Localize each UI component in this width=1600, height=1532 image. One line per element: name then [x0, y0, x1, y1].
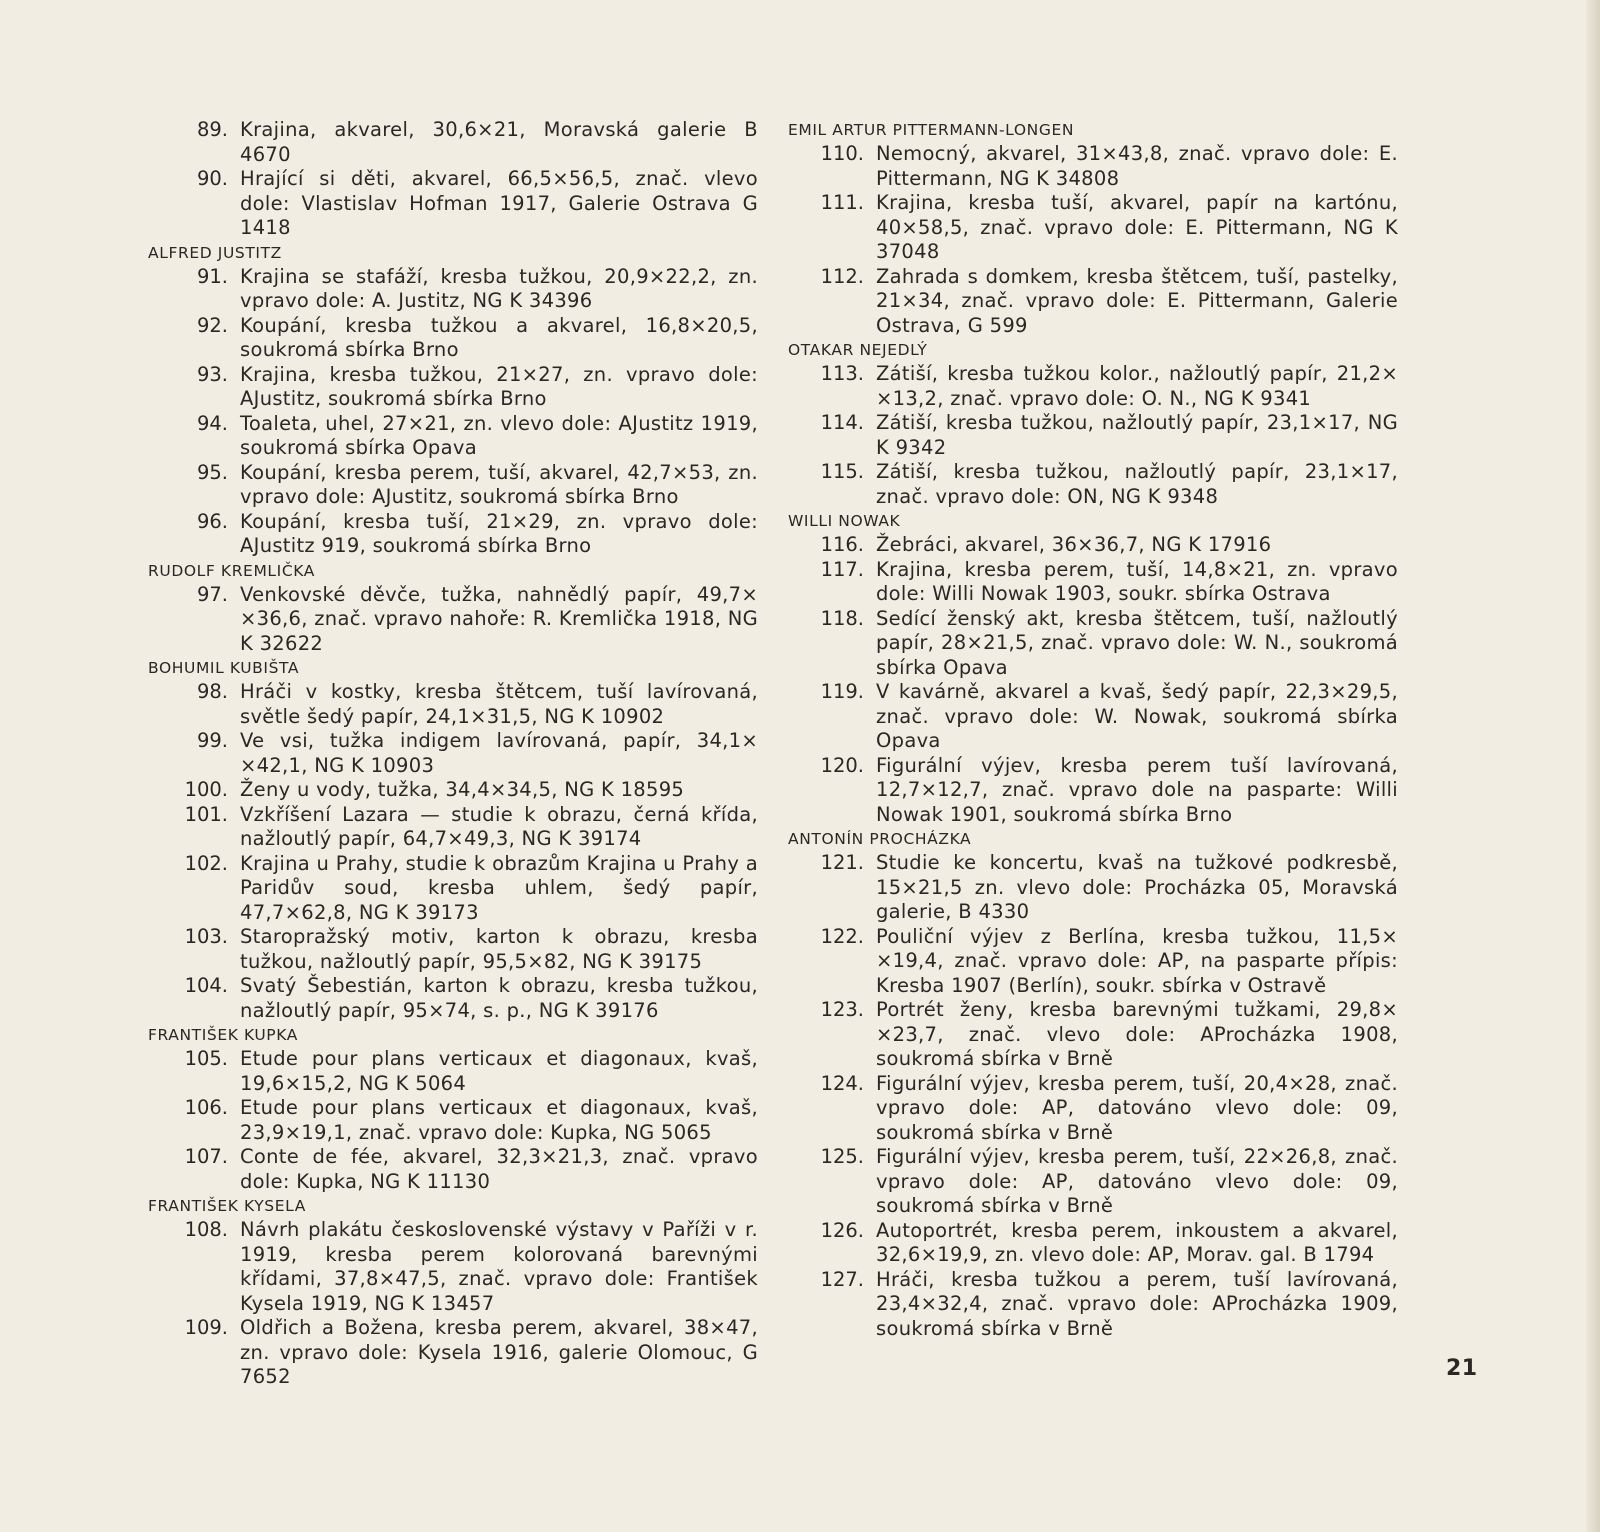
- catalogue-entry: [788, 460, 1398, 509]
- entry-text: Ženy u vody, tužka, 34,4×34,5, NG K 18595: [240, 778, 685, 801]
- catalogue-entry: [148, 778, 758, 803]
- entry-number: 127.: [820, 1267, 864, 1291]
- entry-text: Staropražský motiv, karton k obrazu, kresba tužkou, nažloutlý papír, 95,5×82, NG K 39175: [240, 925, 758, 973]
- entry-number: 112.: [820, 264, 864, 288]
- entry-text: Ve vsi, tužka indigem lavírovaná, papír, 34,1× ×42,1, NG K 10903: [240, 729, 758, 777]
- entry-text: Sedící ženský akt, kresba štětcem, tuší, nažloutlý papír, 28×21,5, znač. vpravo dole: W. N., soukromá sbírka Opava: [876, 606, 1398, 679]
- entry-number: 90.: [196, 167, 228, 190]
- catalogue-entry: [788, 925, 1398, 999]
- catalogue-entry: [148, 680, 758, 729]
- catalogue-entry: [148, 1047, 758, 1096]
- entry-text: Pouliční výjev z Berlína, kresba tužkou, 11,5× ×19,4, znač. vpravo dole: AP, na pasparte přípis: Kresba 1907 (Berlín), soukr. sbírka v Ostravě: [876, 924, 1398, 997]
- entry-text: Koupání, kresba tužkou a akvarel, 16,8×20,5, soukromá sbírka Brno: [240, 313, 758, 361]
- entry-text: Figurální výjev, kresba perem, tuší, 22×26,8, znač. vpravo dole: AP, datováno vlevo dole: 09, soukromá sbírka v Brně: [876, 1145, 1398, 1217]
- entry-number: 123.: [820, 998, 864, 1021]
- catalogue-entry: [148, 1096, 758, 1145]
- entry-number: 111.: [820, 191, 864, 214]
- catalogue-entry: [788, 265, 1398, 339]
- catalogue-entry: [148, 852, 758, 926]
- catalogue-entry: [788, 1145, 1398, 1219]
- catalogue-entry: [148, 1145, 758, 1194]
- entry-number: 107.: [184, 1145, 228, 1168]
- entry-number: 126.: [820, 1218, 864, 1242]
- left-column: [148, 118, 758, 1390]
- catalogue-entry: [788, 680, 1398, 754]
- catalogue-entry: [148, 1316, 758, 1390]
- catalogue-entry: [148, 314, 758, 363]
- entry-text: Krajina, kresba perem, tuší, 14,8×21, zn. vpravo dole: Willi Nowak 1903, soukr. sbírka Ostrava: [876, 557, 1398, 605]
- entry-text: Toaleta, uhel, 27×21, zn. vlevo dole: AJustitz 1919, soukromá sbírka Opava: [240, 411, 758, 459]
- entry-text: Zátiší, kresba tužkou, nažloutlý papír, 23,1×17, NG K 9342: [876, 411, 1398, 459]
- catalogue-entry: [148, 729, 758, 778]
- entry-text: Zahrada s domkem, kresba štětcem, tuší, pastelky, 21×34, znač. vpravo dole: E. Pittermann, Galerie Ostrava, G 599: [876, 264, 1398, 337]
- entry-text: Návrh plakátu československé výstavy v Paříži v r. 1919, kresba perem kolorovaná barevnými křídami, 37,8×47,5, znač. vpravo dole: František Kysela 1919, NG K 13457: [240, 1218, 758, 1315]
- entry-text: Portrét ženy, kresba barevnými tužkami, 29,8× ×23,7, znač. vlevo dole: AProcházka 1908, soukromá sbírka v Brně: [876, 998, 1398, 1070]
- entry-number: 105.: [184, 1047, 228, 1070]
- entry-number: 120.: [820, 753, 864, 777]
- entry-text: Venkovské děvče, tužka, nahnědlý papír, 49,7× ×36,6, znač. vpravo nahoře: R. Kremlička 1918, NG K 32622: [240, 582, 759, 655]
- entry-number: 92.: [196, 313, 228, 337]
- entry-text: Žebráci, akvarel, 36×36,7, NG K 17916: [876, 533, 1272, 556]
- artist-heading: OTAKAR NEJEDLÝ: [788, 341, 928, 359]
- catalogue-entry: [148, 461, 758, 510]
- catalogue-entry: [788, 1072, 1398, 1146]
- entry-text: Hrající si děti, akvarel, 66,5×56,5, znač. vlevo dole: Vlastislav Hofman 1917, Galerie Ostrava G 1418: [240, 167, 758, 239]
- artist-heading: BOHUMIL KUBIŠTA: [148, 659, 300, 677]
- catalogue-entry: [788, 851, 1398, 925]
- entry-number: 100.: [184, 778, 228, 801]
- entry-text: Hráči, kresba tužkou a perem, tuší lavírovaná, 23,4×32,4, znač. vpravo dole: AProcházka 1909, soukromá sbírka v Brně: [876, 1267, 1398, 1340]
- entry-number: 118.: [820, 606, 864, 630]
- entry-number: 93.: [196, 362, 228, 386]
- entry-number: 110.: [820, 142, 864, 165]
- entry-text: Hráči v kostky, kresba štětcem, tuší lavírovaná, světle šedý papír, 24,1×31,5, NG K 10902: [240, 680, 758, 728]
- catalogue-entry: [788, 533, 1398, 558]
- entry-number: 122.: [820, 924, 864, 948]
- artist-heading: FRANTIŠEK KUPKA: [148, 1026, 298, 1044]
- right-column: [788, 118, 1398, 1341]
- entry-text: Koupání, kresba perem, tuší, akvarel, 42,7×53, zn. vpravo dole: AJustitz, soukromá sbírka Brno: [240, 460, 758, 508]
- entry-number: 119.: [820, 680, 864, 703]
- artist-heading: WILLI NOWAK: [788, 512, 901, 530]
- entry-number: 96.: [196, 509, 228, 533]
- entry-number: 99.: [196, 729, 228, 752]
- entry-text: Zátiší, kresba tužkou, nažloutlý papír, 23,1×17, znač. vpravo dole: ON, NG K 9348: [876, 460, 1398, 508]
- entry-text: Koupání, kresba tuší, 21×29, zn. vpravo dole: AJustitz 919, soukromá sbírka Brno: [240, 509, 758, 557]
- entry-number: 106.: [184, 1096, 228, 1119]
- entry-text: Oldřich a Božena, kresba perem, akvarel, 38×47, zn. vpravo dole: Kysela 1916, galerie Olomouc, G 7652: [240, 1316, 758, 1388]
- catalogue-entry: [788, 411, 1398, 460]
- entry-text: Krajina u Prahy, studie k obrazům Krajina u Prahy a Paridův soud, kresba uhlem, šedý papír, 47,7×62,8, NG K 39173: [240, 851, 758, 924]
- entry-number: 117.: [820, 557, 864, 581]
- catalogue-entry: [148, 167, 758, 241]
- catalogue-entry: [148, 803, 758, 852]
- catalogue-entry: [148, 1218, 758, 1316]
- entry-number: 115.: [820, 460, 864, 483]
- page-edge: [1586, 0, 1600, 1532]
- entry-number: 125.: [820, 1145, 864, 1168]
- catalogue-entry: [788, 142, 1398, 191]
- catalogue-entry: [148, 510, 758, 559]
- catalogue-entry: [788, 558, 1398, 607]
- entry-number: 109.: [184, 1316, 228, 1339]
- artist-heading: EMIL ARTUR PITTERMANN-LONGEN: [788, 121, 1075, 139]
- catalogue-entry: [788, 754, 1398, 828]
- entry-text: Conte de fée, akvarel, 32,3×21,3, znač. vpravo dole: Kupka, NG K 11130: [240, 1145, 758, 1193]
- catalogue-entry: [148, 118, 758, 167]
- entry-number: 91.: [196, 264, 228, 288]
- catalogue-entry: [148, 583, 758, 657]
- entry-number: 108.: [184, 1218, 228, 1241]
- entry-text: Autoportrét, kresba perem, inkoustem a akvarel, 32,6×19,9, zn. vlevo dole: AP, Morav. gal. B 1794: [876, 1218, 1398, 1266]
- entry-number: 98.: [196, 680, 228, 703]
- catalogue-entry: [148, 363, 758, 412]
- entry-text: Zátiší, kresba tužkou kolor., nažloutlý papír, 21,2× ×13,2, znač. vpravo dole: O. N., NG K 9341: [876, 362, 1398, 410]
- catalogue-entry: [788, 362, 1398, 411]
- catalogue-entry: [148, 925, 758, 974]
- catalogue-entry: [148, 974, 758, 1023]
- entry-text: Nemocný, akvarel, 31×43,8, znač. vpravo dole: E. Pittermann, NG K 34808: [876, 142, 1398, 190]
- entry-number: 124.: [820, 1071, 864, 1095]
- entry-text: Studie ke koncertu, kvaš na tužkové podkresbě, 15×21,5 zn. vlevo dole: Procházka 05, Moravská galerie, B 4330: [876, 851, 1398, 923]
- catalogue-entry: [788, 1268, 1398, 1342]
- catalogue-entry: [788, 998, 1398, 1072]
- catalogue-entry: [148, 265, 758, 314]
- catalogue-entry: [148, 412, 758, 461]
- entry-number: 102.: [184, 851, 228, 875]
- entry-number: 116.: [820, 533, 864, 556]
- entry-text: Vzkříšení Lazara — studie k obrazu, černá křída, nažloutlý papír, 64,7×49,3, NG K 39174: [240, 802, 758, 850]
- entry-number: 89.: [196, 118, 228, 141]
- entry-number: 121.: [820, 851, 864, 874]
- entry-number: 101.: [184, 802, 228, 826]
- entry-number: 104.: [184, 974, 228, 997]
- entry-text: V kavárně, akvarel a kvaš, šedý papír, 22,3×29,5, znač. vpravo dole: W. Nowak, soukromá sbírka Opava: [876, 680, 1398, 752]
- entry-text: Figurální výjev, kresba perem tuší lavírovaná, 12,7×12,7, znač. vpravo dole na pasparte: Willi Nowak 1901, soukromá sbírka Brno: [876, 753, 1398, 826]
- entry-text: Figurální výjev, kresba perem, tuší, 20,4×28, znač. vpravo dole: AP, datováno vlevo dole: 09, soukromá sbírka v Brně: [876, 1071, 1398, 1144]
- catalogue-entry: [788, 191, 1398, 265]
- entry-number: 103.: [184, 925, 228, 948]
- entry-text: Etude pour plans verticaux et diagonaux, kvaš, 19,6×15,2, NG K 5064: [240, 1047, 758, 1095]
- entry-text: Krajina, kresba tužkou, 21×27, zn. vpravo dole: AJustitz, soukromá sbírka Brno: [240, 362, 758, 410]
- entry-number: 94.: [196, 411, 228, 435]
- artist-heading: ALFRED JUSTITZ: [148, 243, 282, 262]
- entry-text: Svatý Šebestián, karton k obrazu, kresba tužkou, nažloutlý papír, 95×74, s. p., NG K 39176: [240, 974, 758, 1022]
- artist-heading: RUDOLF KREMLIČKA: [148, 561, 315, 580]
- entry-text: Krajina, kresba tuší, akvarel, papír na kartónu, 40×58,5, znač. vpravo dole: E. Pittermann, NG K 37048: [876, 191, 1398, 263]
- entry-number: 95.: [196, 460, 228, 484]
- entry-number: 113.: [820, 362, 864, 385]
- entry-number: 114.: [820, 411, 864, 434]
- entry-text: Krajina se stafáží, kresba tužkou, 20,9×22,2, zn. vpravo dole: A. Justitz, NG K 34396: [240, 264, 758, 312]
- entry-text: Krajina, akvarel, 30,6×21, Moravská galerie B 4670: [240, 118, 758, 166]
- artist-heading: FRANTIŠEK KYSELA: [148, 1197, 306, 1215]
- catalogue-entry: [788, 607, 1398, 681]
- catalogue-entry: [788, 1219, 1398, 1268]
- entry-number: 97.: [196, 582, 228, 606]
- artist-heading: ANTONÍN PROCHÁZKA: [788, 830, 972, 848]
- entry-text: Etude pour plans verticaux et diagonaux, kvaš, 23,9×19,1, znač. vpravo dole: Kupka, NG 5065: [240, 1096, 758, 1144]
- page-number: 21: [1446, 1356, 1478, 1381]
